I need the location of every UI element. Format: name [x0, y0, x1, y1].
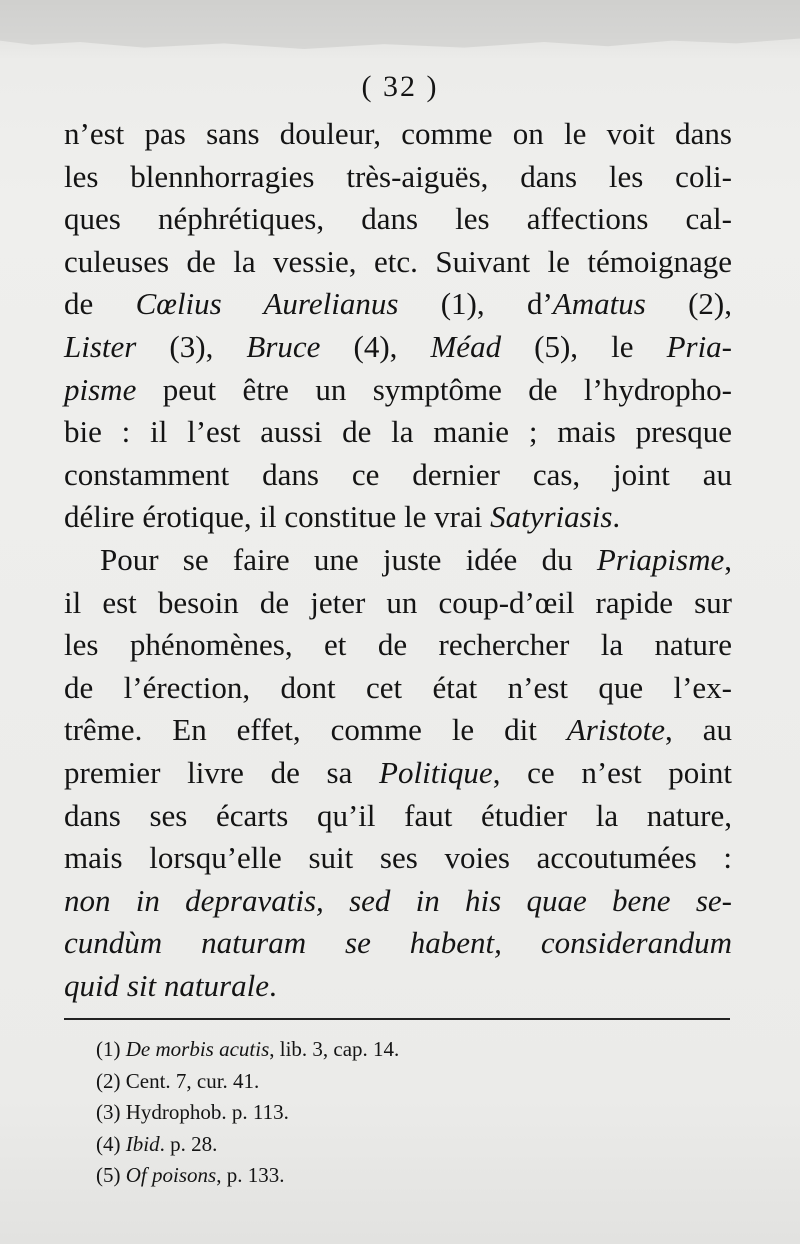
text-line — [64, 454, 732, 497]
text-run: il est besoin de jeter un coup-d’œil rapide sur — [64, 584, 732, 620]
text-run: , ce n’est point — [492, 754, 732, 790]
text-run: bie : il l’est aussi de la manie ; mais presque — [64, 414, 732, 450]
italic-text: Amatus — [552, 286, 646, 322]
text-run: n’est pas sans douleur, comme on le voit dans — [64, 116, 732, 151]
text-line — [64, 965, 732, 1008]
italic-text: De morbis acutis — [125, 1037, 270, 1061]
text-line — [64, 411, 732, 454]
text-run: (1) — [96, 1037, 126, 1061]
text-run: , au — [665, 712, 732, 748]
text-run: mais lorsqu’elle suit ses voies accoutumées : — [64, 840, 732, 876]
text-line — [64, 667, 732, 710]
torn-page-edge — [0, 0, 800, 70]
text-run: (1), d’ — [398, 286, 553, 322]
text-run: peut être un symptôme de l’hydropho- — [136, 371, 732, 407]
text-line — [64, 283, 732, 326]
text-run: (5), le — [501, 328, 667, 364]
italic-text: Priapisme — [596, 541, 725, 577]
text-line — [64, 880, 732, 923]
text-run: , lib. 3, cap. 14. — [269, 1037, 400, 1061]
footnote — [96, 1097, 696, 1129]
text-line — [64, 752, 732, 795]
italic-text: Lister — [64, 328, 137, 364]
italic-text: non in depravatis, sed in his quae bene se- — [64, 882, 732, 918]
italic-text: Politique — [379, 754, 493, 790]
footnote — [96, 1034, 696, 1066]
italic-text: Satyriasis — [490, 499, 613, 535]
text-run: premier livre de sa — [64, 754, 380, 790]
text-run: de — [64, 286, 136, 322]
text-line — [64, 326, 732, 369]
italic-text: quid sit naturale — [64, 967, 269, 1003]
text-run: trême. En effet, comme le dit — [64, 712, 567, 748]
page-number: ( 32 ) — [361, 70, 439, 103]
italic-text: Ibid — [125, 1131, 160, 1156]
text-line — [64, 795, 732, 838]
italic-text: cundùm naturam se habent, considerandum — [64, 925, 732, 961]
italic-text: Pria- — [666, 328, 732, 364]
main-text — [64, 113, 732, 1007]
text-line — [64, 539, 732, 582]
text-line — [64, 709, 732, 752]
text-line — [64, 837, 732, 880]
italic-text: Méad — [430, 328, 502, 364]
text-run: (3) Hydrophob. p. 113. — [96, 1100, 289, 1124]
italic-text: Cœlius Aurelianus — [135, 286, 399, 322]
text-run: (4), — [320, 328, 431, 364]
text-run: . — [268, 967, 277, 1003]
footnote-rule — [64, 1018, 730, 1020]
text-run: les phénomènes, et de rechercher la nature — [64, 627, 732, 663]
text-run: (2) Cent. 7, cur. 41. — [96, 1068, 260, 1093]
text-run: , p. 133. — [216, 1163, 285, 1187]
text-run: , — [724, 541, 732, 577]
text-line — [64, 496, 732, 539]
text-line — [64, 156, 732, 199]
text-run: Pour se faire une juste idée du — [100, 541, 597, 577]
text-line — [64, 922, 732, 965]
text-line — [64, 624, 732, 667]
italic-text: Bruce — [246, 328, 321, 364]
text-line — [64, 369, 732, 412]
text-run: (4) — [96, 1131, 126, 1156]
italic-text: Aristote — [566, 712, 666, 748]
text-line — [64, 582, 732, 625]
footnote — [96, 1160, 696, 1192]
text-run: . p. 28. — [159, 1131, 218, 1156]
text-run: (2), — [645, 286, 732, 322]
text-run: (3), — [136, 328, 247, 364]
text-run: (5) — [96, 1163, 126, 1187]
text-run: culeuses de la vessie, etc. Suivant le témoignage — [64, 243, 732, 279]
italic-text: Of poisons — [125, 1163, 217, 1187]
text-line — [64, 241, 732, 284]
text-run: de l’érection, dont cet état n’est que l’ex- — [64, 669, 732, 705]
text-run: dans ses écarts qu’il faut étudier la nature, — [64, 797, 732, 833]
footnote — [96, 1066, 696, 1098]
text-line — [64, 113, 732, 156]
footnote — [96, 1129, 696, 1161]
text-run: constamment dans ce dernier cas, joint au — [64, 456, 732, 492]
text-run: . — [612, 499, 621, 535]
text-run: ques néphrétiques, dans les affections cal- — [64, 201, 732, 237]
italic-text: pisme — [64, 371, 137, 407]
text-run: les blennhorragies très-aiguës, dans les coli- — [64, 158, 732, 194]
text-run: délire érotique, il constitue le vrai — [64, 499, 491, 535]
text-line — [64, 198, 732, 241]
footnotes — [96, 1034, 696, 1192]
